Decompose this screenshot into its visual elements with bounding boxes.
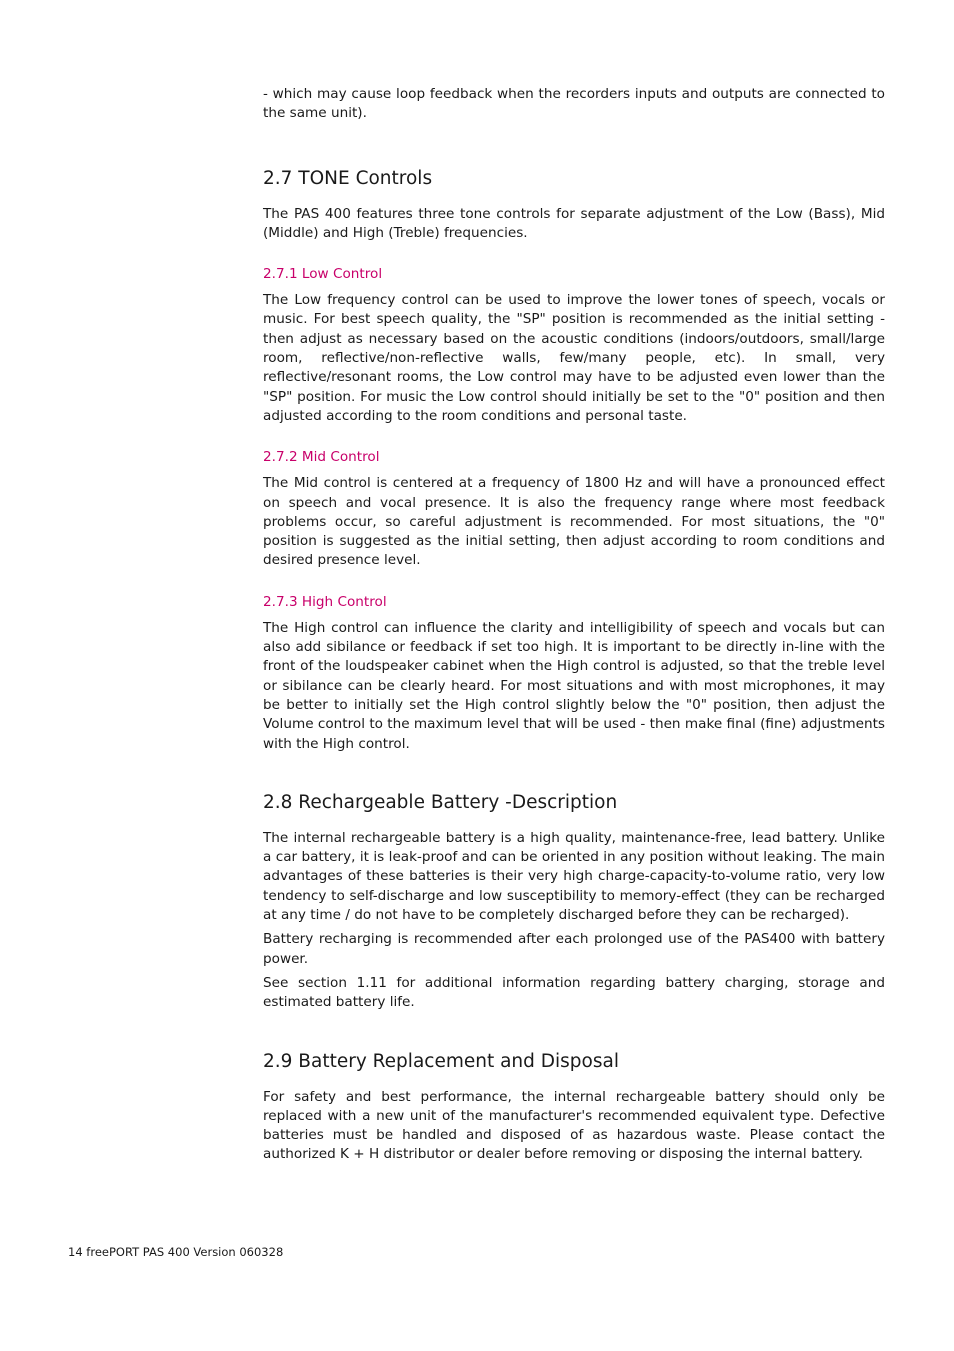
section-2-8-paragraph-3: See section 1.11 for additional information regarding battery charging, storage and estimated battery life. — [263, 974, 885, 1011]
high-control-heading: 2.7.3 High Control — [263, 593, 387, 610]
mid-control-heading: 2.7.2 Mid Control — [263, 449, 380, 466]
page-content — [263, 85, 885, 1165]
low-control-heading: 2.7.1 Low Control — [263, 266, 383, 283]
mid-control-body: The Mid control is centered at a frequency of 1800 Hz and will have a pronounced effect on speech and vocal presence. It is also the frequency range where most feedback problems occur, so careful adjustment is recommended. For most situations, the "0" position is suggested as the initial setting, then adjust according to room conditions and desired presence level. — [263, 475, 885, 569]
section-2-8-paragraph-1: The internal rechargeable battery is a high quality, maintenance-free, lead battery. Unlike a car battery, it is leak-proof and can be oriented in any position without leaking. The main advantages of these batteries is their very high charge-capacity-to-volume ratio, very low tendency to self-discharge and low susceptibility to memory-effect (they can be recharged at any time / do not have to be completely discharged before they can be recharged). — [263, 829, 885, 924]
section-2-8-heading: 2.8 Rechargeable Battery -Description — [263, 791, 618, 813]
page-footer: 14 freePORT PAS 400 Version 060328 — [68, 1245, 284, 1259]
section-2-9-heading: 2.9 Battery Replacement and Disposal — [263, 1050, 619, 1072]
section-2-7-heading: 2.7 TONE Controls — [263, 167, 433, 189]
high-control-body: The High control can influence the clarity and intelligibility of speech and vocals but can also add sibilance or feedback if set too high. It is important to be directly in-line with the front of the loudspeaker cabinet when the High control is adjusted, so that the treble level or sibilance can be clearly heard. For most situations and with most microphones, it may be better to initially set the High control slightly below the "0" position, then adjust the Volume control to the maximum level that will be used - then make final (fine) adjustments with the High control. — [263, 619, 885, 752]
section-2-9-body: For safety and best performance, the internal rechargeable battery should only be replaced with a new unit of the manufacturer's recommended equivalent type. Defective batteries must be handled and disposed of as hazardous waste. Please contact the authorized K + H distributor or dealer before removing or disposing the internal battery. — [263, 1088, 885, 1163]
low-control-body: The Low frequency control can be used to improve the lower tones of speech, vocals or music. For best speech quality, the "SP" position is recommended as the initial setting - then adjust as necessary based on the acoustic conditions (indoors/outdoors, small/large room, reflective/non-reflective walls, few/many people, etc). In small, very reflective/resonant rooms, the Low control may have to be adjusted even lower than the "SP" position. For music the Low control should initially be set to the "0" position and then adjusted according to the room conditions and personal taste. — [263, 292, 885, 424]
intro-continuation-paragraph: - which may cause loop feedback when the recorders inputs and outputs are connected to the same unit). — [263, 86, 885, 122]
section-2-7-body: The PAS 400 features three tone controls for separate adjustment of the Low (Bass), Mid (Middle) and High (Treble) frequencies. — [263, 205, 885, 241]
section-2-8-paragraph-2: Battery recharging is recommended after each prolonged use of the PAS400 with battery power. — [263, 931, 885, 967]
